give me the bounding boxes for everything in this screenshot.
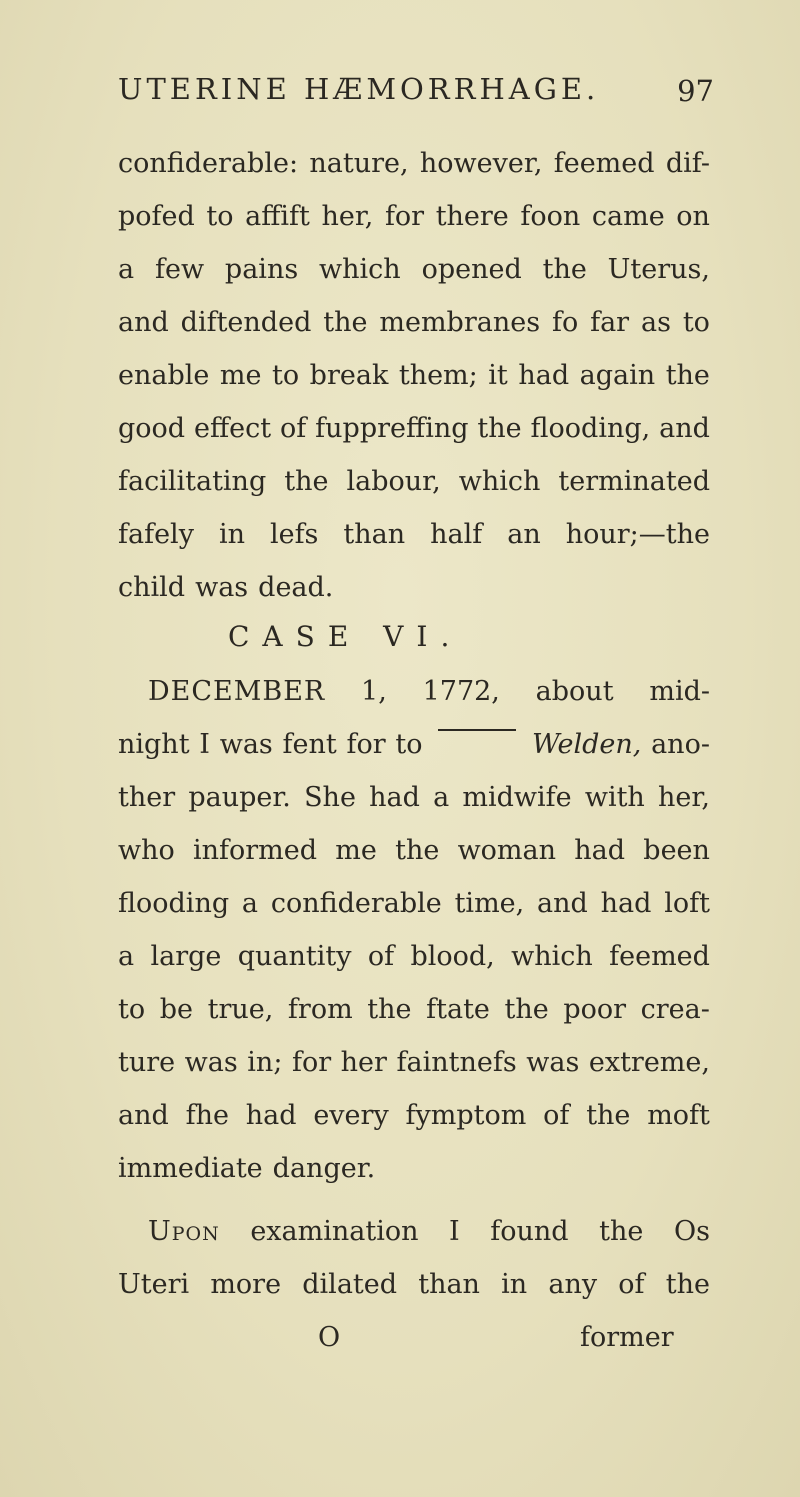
word: to: [118, 994, 146, 1025]
word: however,: [419, 148, 543, 179]
word: night: [118, 729, 190, 760]
text-line: [118, 148, 710, 179]
text-line: [148, 1216, 710, 1247]
word: pauper.: [188, 782, 291, 813]
word: the: [395, 835, 440, 866]
word: quantity: [237, 941, 352, 972]
word: the: [586, 1100, 631, 1131]
word: I: [449, 1216, 460, 1247]
word: in: [501, 1269, 528, 1300]
word: fuppreffing: [315, 413, 469, 444]
word: a: [118, 254, 135, 285]
word: effect: [193, 413, 272, 444]
word: of: [367, 941, 395, 972]
word: there: [435, 201, 509, 232]
word: informed: [193, 835, 318, 866]
word: from: [287, 994, 353, 1025]
word: half: [430, 519, 483, 550]
word: more: [210, 1269, 282, 1300]
word: hour;—the: [565, 519, 710, 550]
word: diftended: [180, 307, 312, 338]
text-line: [118, 413, 710, 444]
word: them;: [398, 360, 478, 391]
case-heading: CASE VI.: [228, 620, 463, 653]
word: 1772,: [422, 676, 500, 707]
word: about: [535, 676, 614, 707]
word: it: [488, 360, 508, 391]
word: facilitating: [118, 466, 267, 497]
word: which: [458, 466, 541, 497]
word: ther: [118, 782, 176, 813]
name-dash: [438, 729, 516, 731]
word: ftate: [426, 994, 490, 1025]
word: flooding: [118, 888, 230, 919]
word: labour,: [346, 466, 441, 497]
page-number: 97: [677, 74, 714, 108]
word: for: [346, 729, 386, 760]
word: danger.: [272, 1153, 376, 1184]
word: Upon: [148, 1216, 220, 1247]
word: membranes: [379, 307, 541, 338]
word: large: [150, 941, 222, 972]
word: break: [309, 360, 389, 391]
word: an: [507, 519, 541, 550]
word: came: [591, 201, 665, 232]
word: affift: [245, 201, 310, 232]
word: as: [640, 307, 671, 338]
word: every: [313, 1100, 389, 1131]
word: feemed: [553, 148, 655, 179]
word: to: [682, 307, 710, 338]
word: and: [118, 307, 169, 338]
word: the: [665, 360, 710, 391]
word: lefs: [269, 519, 319, 550]
word: had: [369, 782, 420, 813]
text-line: [118, 1153, 710, 1184]
word: with: [584, 782, 645, 813]
word: enable: [118, 360, 210, 391]
word: flooding,: [530, 413, 651, 444]
word: had: [574, 835, 626, 866]
word: her,: [321, 201, 374, 232]
word: again: [579, 360, 656, 391]
word: had: [600, 888, 652, 919]
text-line: [118, 888, 710, 919]
word: fafely: [118, 519, 194, 550]
text-line: [118, 835, 710, 866]
word: fo: [551, 307, 579, 338]
word: mid-: [649, 676, 710, 707]
word: to: [272, 360, 300, 391]
word: was: [219, 729, 273, 760]
text-line: [118, 1269, 710, 1300]
word: a: [241, 888, 259, 919]
word: the: [284, 466, 329, 497]
word: the: [665, 1269, 710, 1300]
word: loft: [664, 888, 710, 919]
word: faintnefs: [396, 1047, 517, 1078]
text-line: [118, 307, 710, 338]
text-line: [148, 676, 710, 707]
word: fent: [282, 729, 337, 760]
word: the: [504, 994, 549, 1025]
word: moft: [647, 1100, 710, 1131]
word: than: [418, 1269, 480, 1300]
word: confiderable:: [118, 148, 299, 179]
word: was: [184, 1047, 238, 1078]
word: to: [395, 729, 423, 760]
word: any: [548, 1269, 598, 1300]
word: in;: [247, 1047, 283, 1078]
word: be: [159, 994, 193, 1025]
text-line: [118, 782, 710, 813]
text-line: [118, 201, 710, 232]
word: and: [537, 888, 588, 919]
word: Os: [673, 1216, 710, 1247]
word: midwife: [462, 782, 572, 813]
word: found: [490, 1216, 569, 1247]
word: which: [319, 254, 401, 285]
word: ano-: [651, 729, 710, 760]
word: the: [323, 307, 368, 338]
word: 1,: [361, 676, 387, 707]
word: far: [590, 307, 630, 338]
running-head: UTERINE HÆMORRHAGE.: [118, 72, 600, 106]
word: the: [599, 1216, 644, 1247]
word: nature,: [309, 148, 409, 179]
word: who: [118, 835, 175, 866]
word: had: [518, 360, 570, 391]
word: been: [643, 835, 710, 866]
word: than: [343, 519, 406, 550]
word: fymptom: [405, 1100, 527, 1131]
word: crea-: [640, 994, 710, 1025]
word: had: [245, 1100, 297, 1131]
word: DECEMBER: [148, 676, 326, 707]
text-line: [118, 572, 710, 603]
word: the: [477, 413, 522, 444]
word: Uterus,: [607, 254, 710, 285]
word: I: [199, 729, 210, 760]
word: pofed: [118, 201, 195, 232]
word: the: [367, 994, 412, 1025]
word: for: [384, 201, 425, 232]
word: Uteri: [118, 1269, 190, 1300]
word: She: [304, 782, 356, 813]
text-line: [118, 519, 710, 550]
word: child: [118, 572, 186, 603]
text-line: [118, 1047, 710, 1078]
word: examination: [250, 1216, 419, 1247]
text-line: [118, 466, 710, 497]
word: good: [118, 413, 186, 444]
word: was: [526, 1047, 580, 1078]
word: fhe: [185, 1100, 229, 1131]
word: which: [511, 941, 593, 972]
word: blood,: [410, 941, 495, 972]
word: her: [340, 1047, 387, 1078]
word: confiderable: [270, 888, 442, 919]
text-line: [118, 994, 710, 1025]
page-header: [118, 72, 714, 122]
text-line: [118, 941, 710, 972]
word: to: [206, 201, 234, 232]
word: of: [543, 1100, 570, 1131]
word: me: [219, 360, 262, 391]
word: me: [335, 835, 377, 866]
word: woman: [457, 835, 557, 866]
word: dilated: [302, 1269, 398, 1300]
word: foon: [520, 201, 581, 232]
word: dif-: [665, 148, 710, 179]
word: time,: [454, 888, 525, 919]
word: of: [618, 1269, 645, 1300]
word: for: [291, 1047, 332, 1078]
catchword: former: [580, 1322, 674, 1353]
word: on: [676, 201, 710, 232]
word: dead.: [258, 572, 334, 603]
word: and: [118, 1100, 169, 1131]
text-line: [118, 1100, 710, 1131]
word: the: [542, 254, 587, 285]
word: and: [659, 413, 710, 444]
word: opened: [421, 254, 522, 285]
word: of: [280, 413, 307, 444]
word: extreme,: [588, 1047, 710, 1078]
text-line: [118, 254, 710, 285]
word: ture: [118, 1047, 176, 1078]
text-line: [118, 360, 710, 391]
word: true,: [207, 994, 274, 1025]
word: terminated: [558, 466, 710, 497]
text-line: [118, 729, 710, 760]
word: pains: [224, 254, 299, 285]
signature-mark: O: [318, 1322, 341, 1353]
word: was: [195, 572, 249, 603]
word: a: [433, 782, 450, 813]
word: Welden,: [531, 729, 642, 760]
word: feemed: [609, 941, 710, 972]
word: in: [218, 519, 245, 550]
word: a: [118, 941, 135, 972]
word: her,: [658, 782, 710, 813]
word: immediate: [118, 1153, 263, 1184]
word: poor: [563, 994, 627, 1025]
word: few: [154, 254, 205, 285]
